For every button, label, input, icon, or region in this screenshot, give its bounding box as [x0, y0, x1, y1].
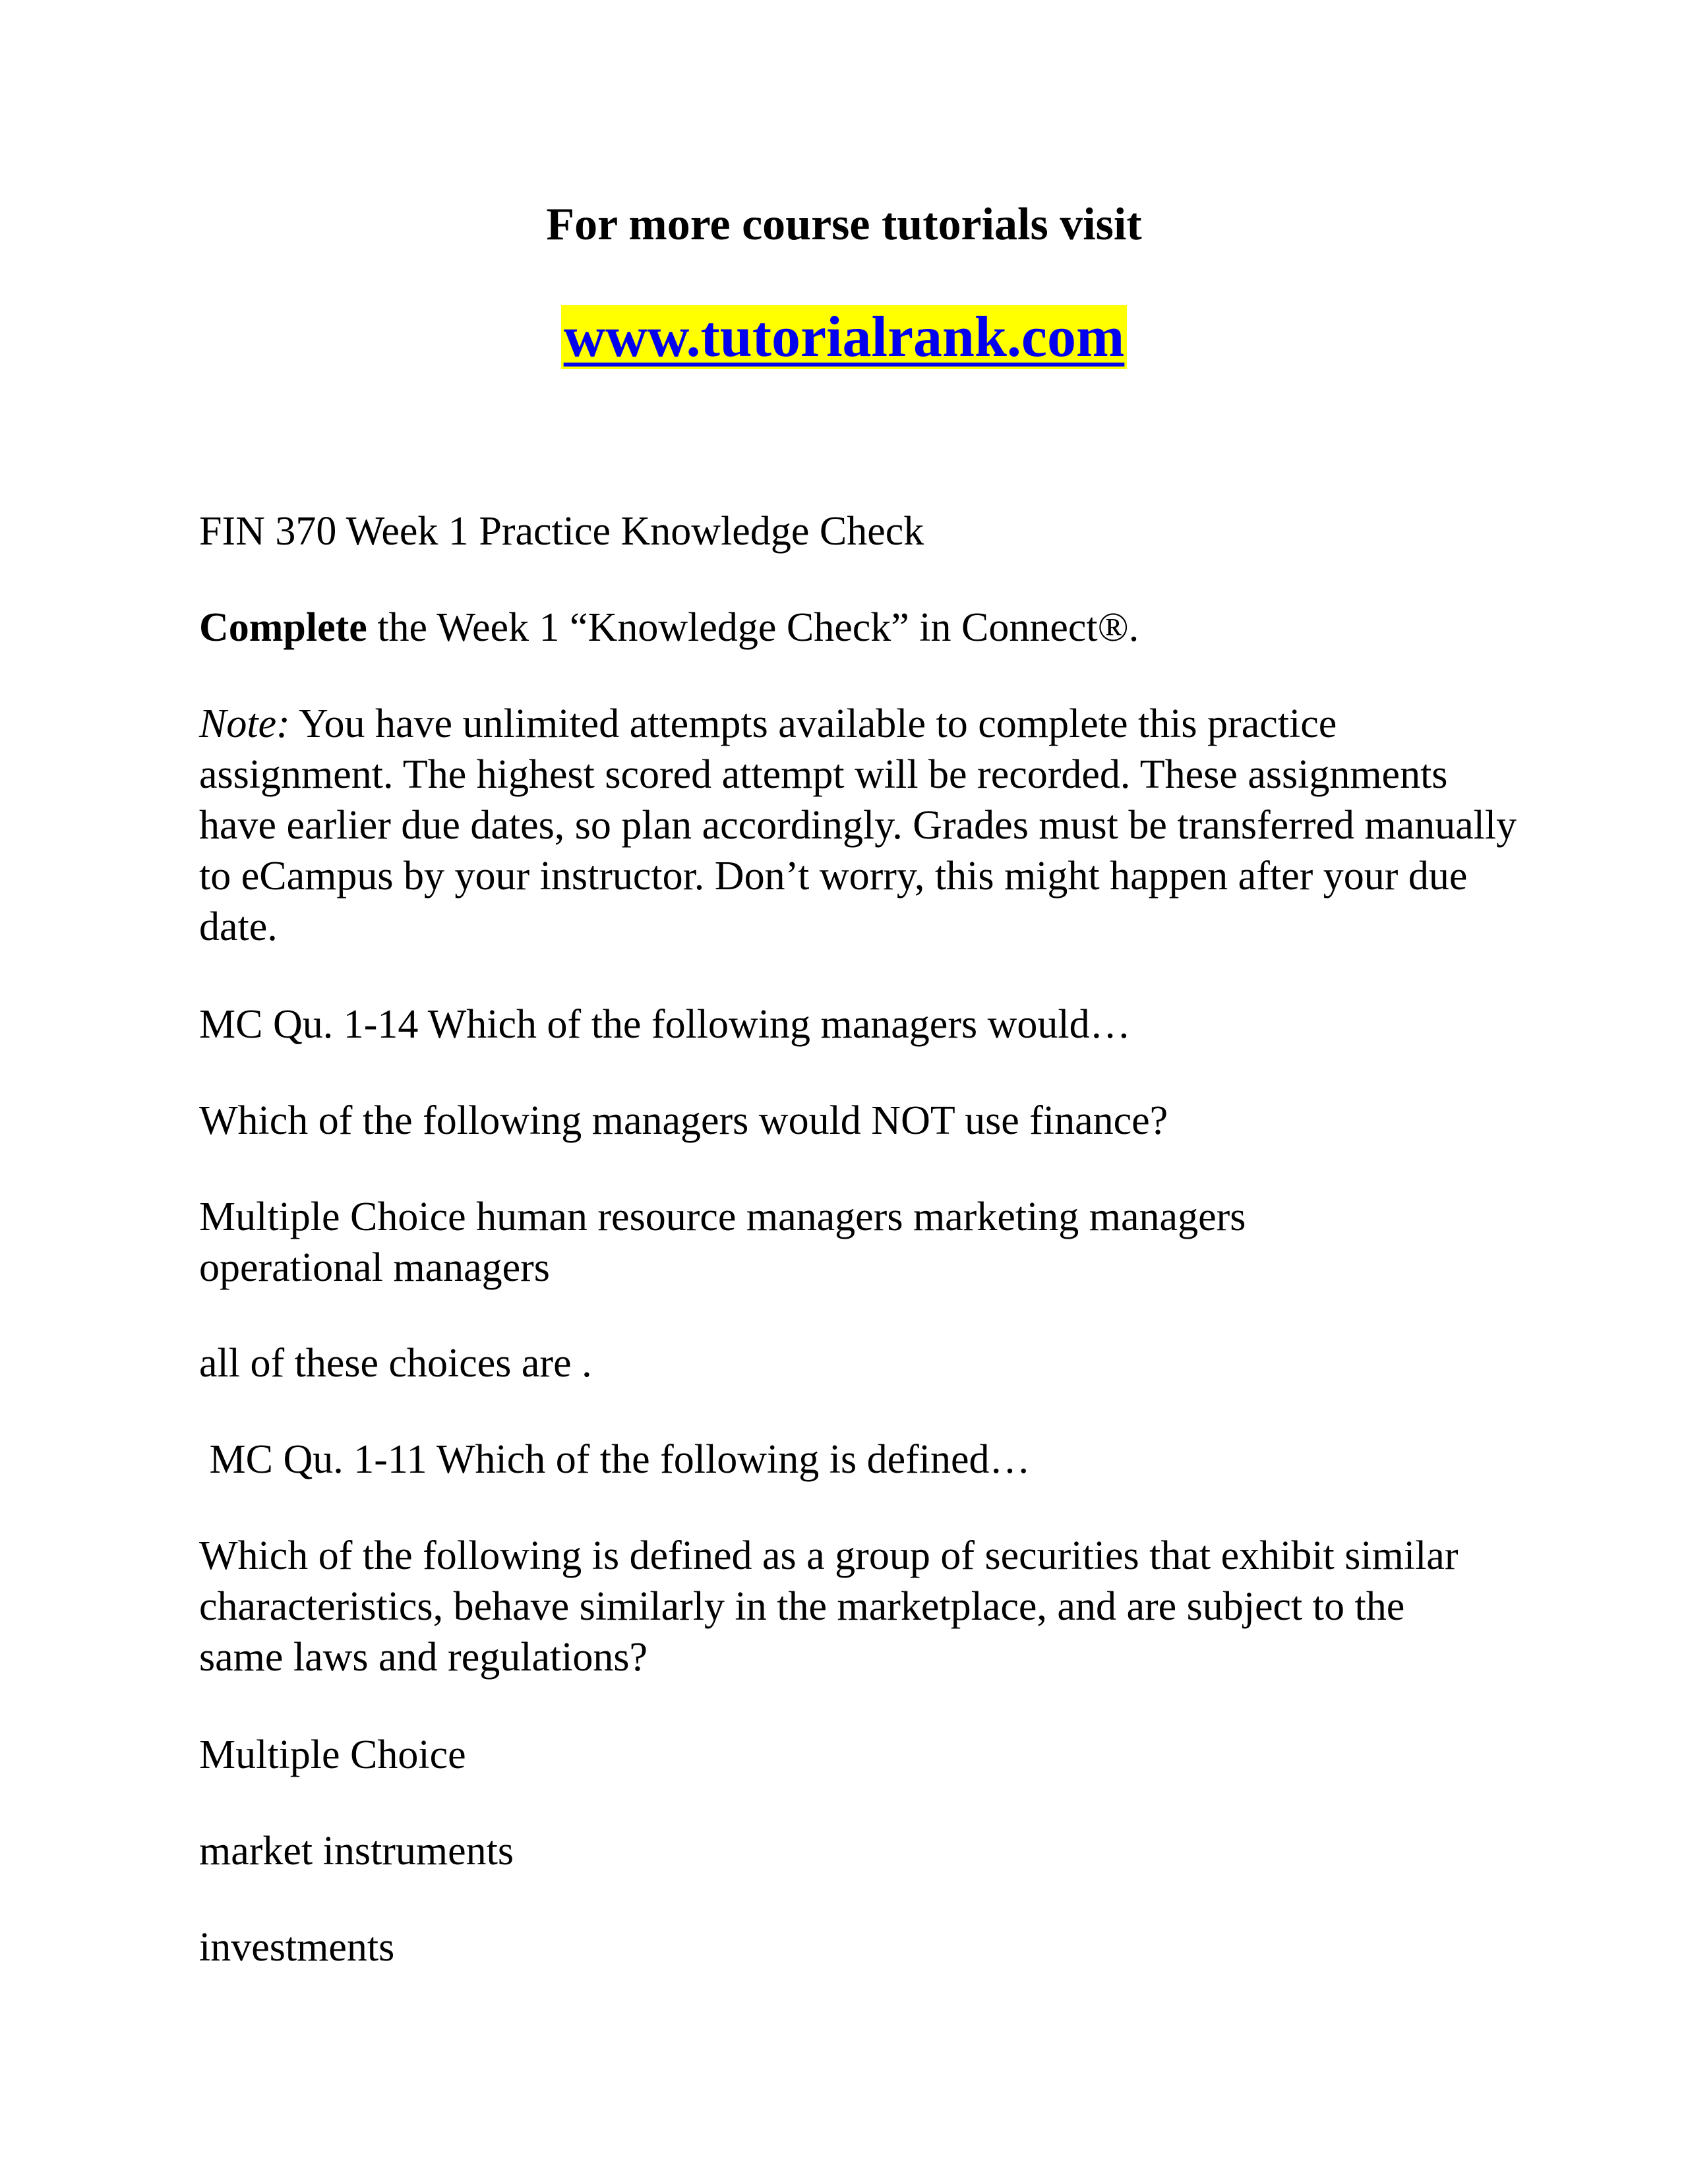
instruction-text: the Week 1 “Knowledge Check” in Connect®.: [367, 605, 1139, 650]
q1-choices: Multiple Choice human resource managers marketing managers operational managers: [199, 1195, 1246, 1290]
q2-choice-2: investments: [199, 1925, 395, 1970]
note-paragraph: [199, 699, 1518, 953]
promo-link[interactable]: www.tutorialrank.com: [561, 305, 1128, 369]
q1-question: Which of the following managers would NOT use finance?: [199, 1098, 1168, 1143]
promo-title: For more course tutorials visit: [546, 199, 1142, 250]
q2-choices-label: Multiple Choice: [199, 1732, 466, 1777]
q2-choice-1: market instruments: [199, 1829, 514, 1874]
q2-title: MC Qu. 1-11 Which of the following is defined…: [199, 1437, 1031, 1482]
instruction-bold-word: Complete: [199, 605, 367, 650]
assignment-heading: FIN 370 Week 1 Practice Knowledge Check: [199, 509, 924, 554]
instruction-paragraph: [199, 603, 1518, 653]
note-label: Note:: [199, 701, 290, 746]
q1-last-choice: all of these choices are .: [199, 1341, 592, 1386]
note-text: You have unlimited attempts available to complete this practice assignment. The highest scored attempt will be recorded. These assignments have earlier due dates, so plan accordingly. Grades must be transferred manually to eCampus by your instructor. Don’t worry, this might happen after your due date.: [199, 701, 1517, 949]
promo-link-line: [0, 301, 1688, 374]
q1-title: MC Qu. 1-14 Which of the following managers would…: [199, 1002, 1131, 1047]
q2-question: Which of the following is defined as a group of securities that exhibit similar characteristics, behave similarly in the marketplace, and are subject to the same laws and regulations?: [199, 1533, 1459, 1680]
